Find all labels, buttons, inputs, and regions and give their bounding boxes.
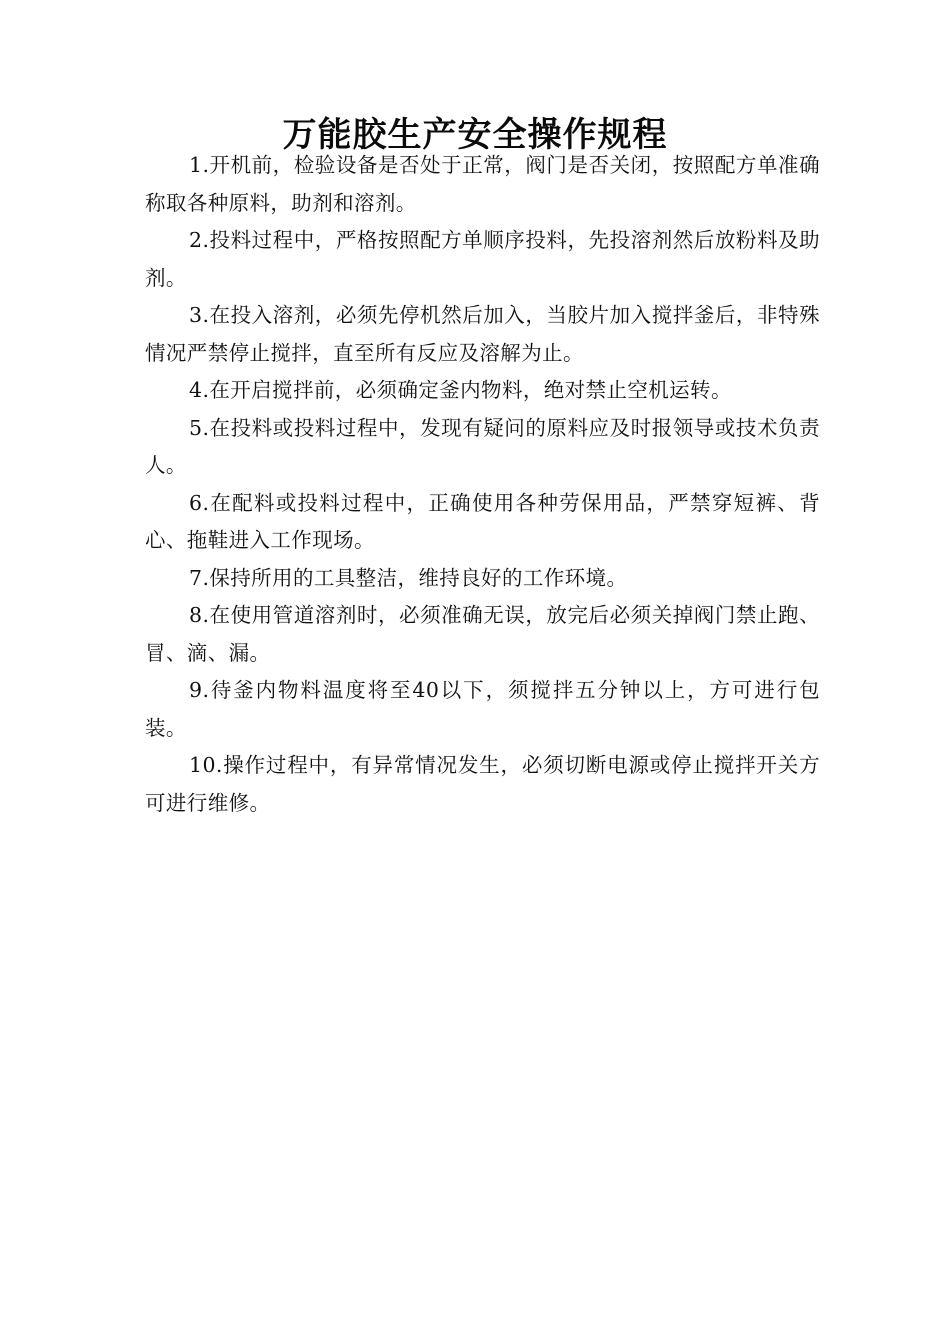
- document-title: 万能胶生产安全操作规程: [282, 114, 668, 155]
- rule-item-10: 10.操作过程中，有异常情况发生，必须切断电源或停止搅拌开关方可进行维修。: [145, 753, 820, 815]
- rule-item-3: 3.在投入溶剂，必须先停机然后加入，当胶片加入搅拌釜后，非特殊情况严禁停止搅拌，直至所有反应及溶解为止。: [145, 303, 820, 365]
- rules-list: [145, 147, 820, 822]
- rule-item-4: 4.在开启搅拌前，必须确定釜内物料，绝对禁止空机运转。: [189, 378, 732, 402]
- rule-item-9: 9.待釜内物料温度将至40以下，须搅拌五分钟以上，方可进行包装。: [145, 678, 820, 740]
- rule-item-6: 6.在配料或投料过程中，正确使用各种劳保用品，严禁穿短裤、背心、拖鞋进入工作现场。: [145, 490, 820, 552]
- rule-item-1: 1.开机前，检验设备是否处于正常，阀门是否关闭，按照配方单准确称取各种原料，助剂和溶剂。: [145, 153, 820, 215]
- rule-item-2: 2.投料过程中，严格按照配方单顺序投料，先投溶剂然后放粉料及助剂。: [145, 228, 820, 290]
- rule-item-5: 5.在投料或投料过程中，发现有疑问的原料应及时报领导或技术负责人。: [145, 415, 820, 477]
- rule-item-7: 7.保持所用的工具整洁，维持良好的工作环境。: [189, 565, 628, 590]
- rule-item-8: 8.在使用管道溶剂时，必须准确无误，放完后必须关掉阀门禁止跑、冒、滴、漏。: [145, 603, 820, 665]
